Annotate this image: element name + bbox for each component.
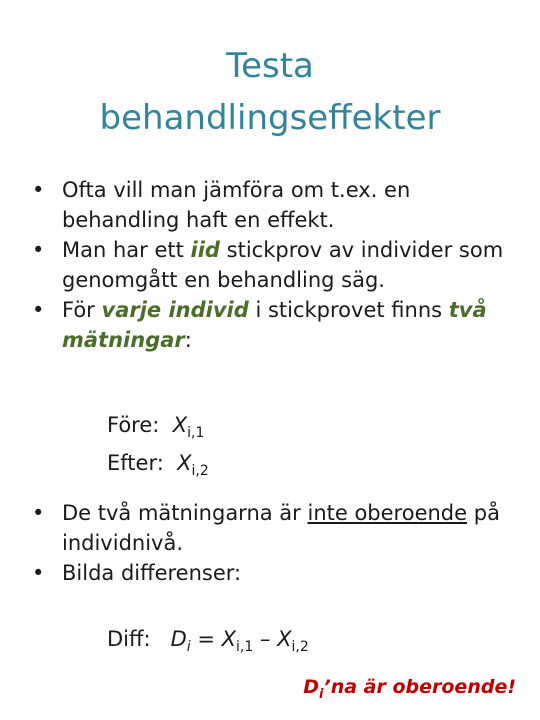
- subscript-i1: i,1: [187, 425, 205, 442]
- title-line-2: behandlingseffekter: [99, 98, 441, 138]
- bullet-item: [30, 295, 520, 355]
- var-d: D: [170, 627, 187, 651]
- title-line-1: Testa: [226, 46, 314, 86]
- difference-formula: [107, 624, 309, 662]
- bullet-item: [30, 235, 520, 295]
- before-label: Före:: [107, 413, 160, 437]
- bullet-text-post: stickprov av individer som genomgått en behandling säg.: [62, 238, 504, 292]
- bullet-text-mid: i stickprovet finns: [248, 298, 449, 322]
- note-subscript-i: i: [319, 686, 324, 702]
- bullet-marker: •: [32, 178, 45, 202]
- emphasis-varje-individ: varje individ: [101, 298, 249, 322]
- measurement-before: [107, 410, 204, 448]
- bullet-text-post: :: [184, 328, 192, 352]
- subscript-i2: i,2: [191, 463, 209, 480]
- bullet-text-pre: Man har ett: [62, 238, 191, 262]
- minus-sign: –: [253, 627, 278, 651]
- bullet-marker: •: [32, 561, 45, 585]
- bullet-item: [30, 175, 520, 235]
- bullet-text-pre: För: [62, 298, 102, 322]
- subscript-i: i: [186, 639, 191, 656]
- note-var-d: D: [303, 676, 320, 698]
- slide-title: [0, 40, 540, 144]
- var-x: X: [172, 413, 188, 437]
- measurement-after: [107, 448, 209, 486]
- bullet-marker: •: [32, 298, 45, 322]
- bullet-marker: •: [32, 501, 45, 525]
- diff-label: Diff:: [107, 627, 151, 651]
- after-label: Efter:: [107, 451, 164, 475]
- subscript-i1: i,1: [236, 639, 254, 656]
- var-x: X: [277, 627, 292, 651]
- subscript-i2: i,2: [291, 639, 309, 656]
- bullet-marker: •: [32, 238, 45, 262]
- bullet-text: Ofta vill man jämföra om t.ex. en behandling haft en effekt.: [62, 178, 411, 232]
- underlined-inte-oberoende: inte oberoende: [307, 501, 468, 525]
- bullet-item: [30, 498, 520, 558]
- bullet-text-post: på individnivå.: [62, 501, 500, 555]
- note-text: ’na är oberoende!: [323, 676, 516, 698]
- bullet-text-pre: De två mätningarna är: [62, 501, 308, 525]
- bullet-text: Bilda differenser:: [62, 561, 242, 585]
- emphasis-iid: iid: [190, 238, 220, 262]
- bullet-item: [30, 558, 520, 588]
- var-x: X: [221, 627, 236, 651]
- equals-sign: =: [190, 627, 222, 651]
- independence-note: [303, 675, 516, 707]
- bullet-list-top: [30, 175, 520, 355]
- emphasis-tva-matningar: två mätningar: [62, 298, 487, 352]
- var-x: X: [177, 451, 192, 475]
- bullet-list-bottom: [30, 498, 520, 588]
